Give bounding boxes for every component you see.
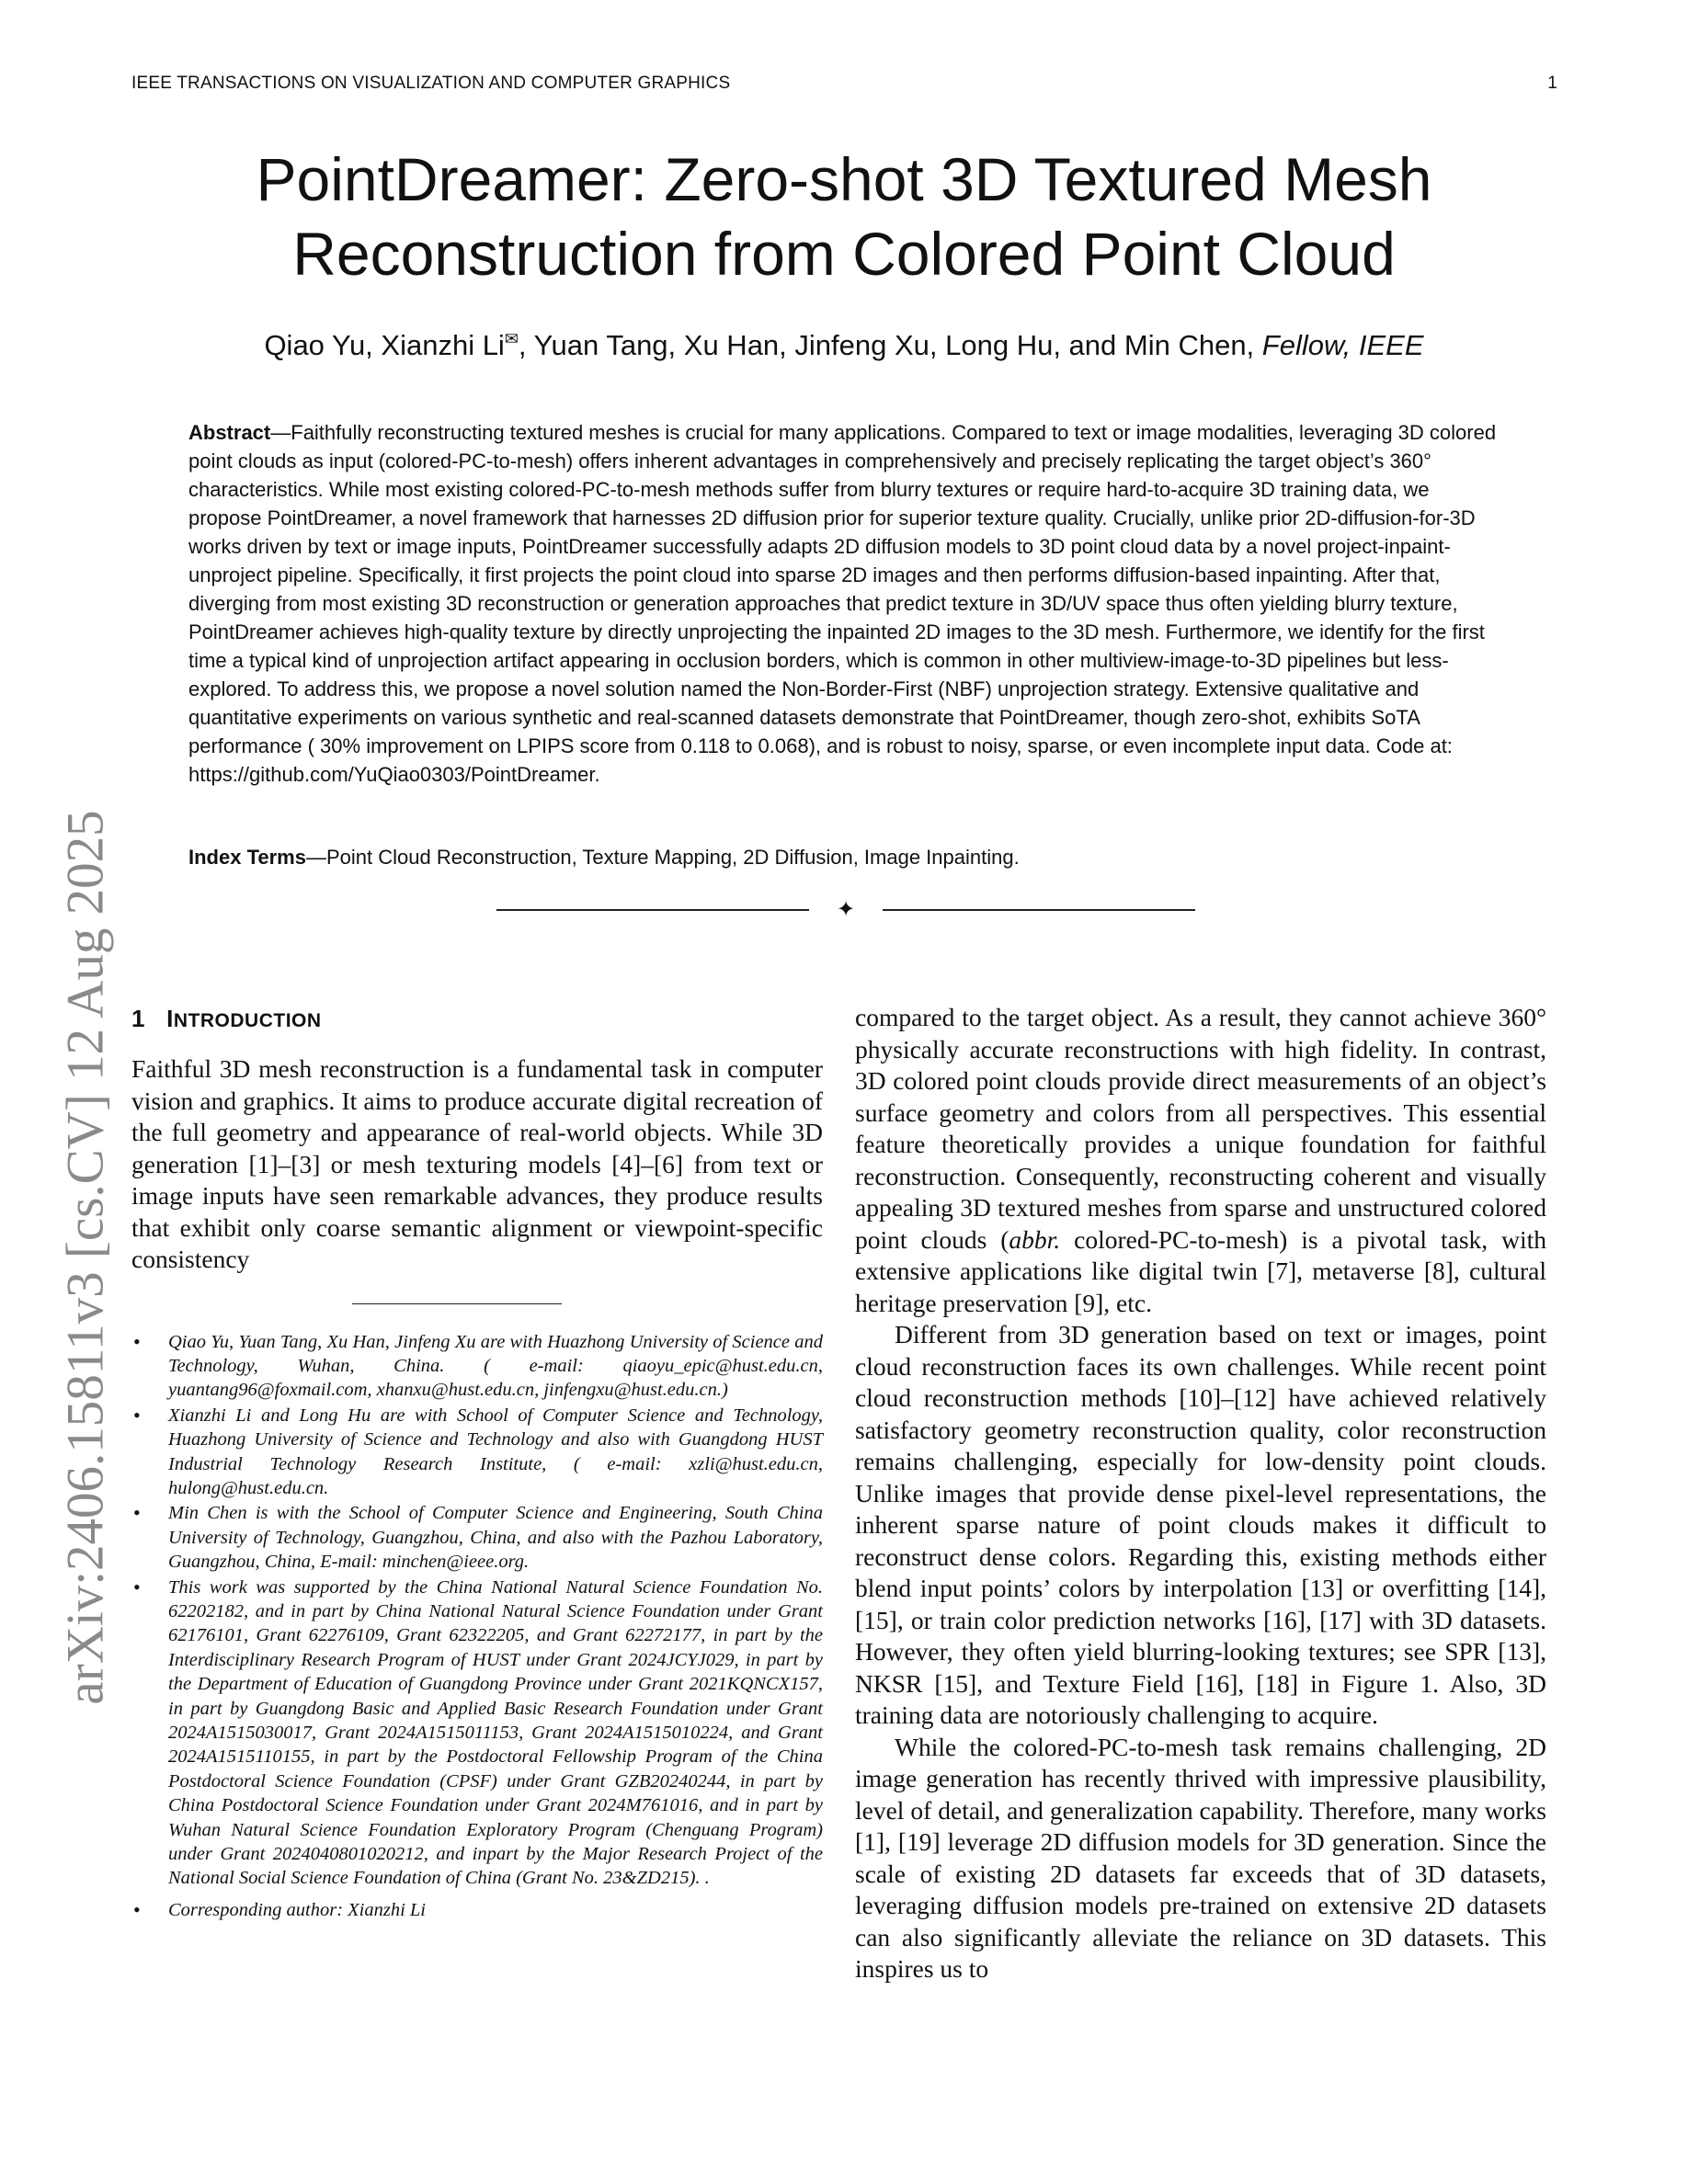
right-column bbox=[855, 1002, 1546, 1985]
index-terms-label: Index Terms bbox=[188, 846, 306, 869]
title-line-1: PointDreamer: Zero-shot 3D Textured Mesh bbox=[256, 145, 1432, 213]
abstract-text: —Faithfully reconstructing textured meshes is crucial for many applications. Compared to text or image modalities, leveraging 3D colored point clouds as input (colored-PC-to-mesh) offers inherent advantages in comprehensively and precisely replicating the target object’s 360° characteristics. While most existing colored-PC-to-mesh methods suffer from blurry textures or require hard-to-acquire 3D training data, we propose PointDreamer, a novel framework that harnesses 2D diffusion prior for superior texture quality. Crucially, unlike prior 2D-diffusion-for-3D works driven by text or image inputs, PointDreamer successfully adapts 2D diffusion models to 3D point cloud data by a novel project-inpaint-unproject pipeline. Specifically, it first projects the point cloud into sparse 2D images and then performs diffusion-based inpainting. After that, diverging from most existing 3D reconstruction or generation approaches that predict texture in 3D/UV space thus often yielding blurry texture, PointDreamer achieves high-quality texture by directly unprojecting the inpainted 2D images to the 3D mesh. Furthermore, we identify for the first time a typical kind of unprojection artifact appearing in occlusion borders, which is common in other multiview-image-to-3D pipelines but less-explored. To address this, we propose a novel solution named the Non-Border-First (NBF) unprojection strategy. Extensive qualitative and quantitative experiments on various synthetic and real-scanned datasets demonstrate that PointDreamer, though zero-shot, exhibits SoTA performance ( 30% improvement on LPIPS score from 0.118 to 0.068), and is robust to noisy, sparse, or even incomplete input data. Code at: https://github.com/YuQiao0303/PointDreamer. bbox=[188, 421, 1497, 786]
section-separator bbox=[496, 897, 1195, 922]
authors-part-b: , Yuan Tang, Xu Han, Jinfeng Xu, Long Hu, and Min Chen, bbox=[518, 329, 1262, 361]
page-number: 1 bbox=[1547, 74, 1557, 93]
body-paragraph-2: Different from 3D generation based on text or images, point cloud reconstruction faces its own challenges. While recent point cloud reconstruction methods [10]–[12] have achieved relatively satisfactory geometry reconstruction quality, color reconstruction remains challenging, especially for low-density point clouds. Unlike images that provide dense pixel-level representations, the inherent sparse nature of point clouds makes it difficult to reconstruct dense colors. Regarding this, existing methods either blend input points’ colors by interpolation [13] or overfitting [14], [15], or train color prediction networks [16], [17] with 3D datasets. However, they often yield blurring-looking textures; see SPR [13], NKSR [15], and Texture Field [16], [18] in Figure 1. Also, 3D training data are notoriously challenging to acquire. bbox=[855, 1320, 1546, 1729]
index-terms-text: —Point Cloud Reconstruction, Texture Mapping, 2D Diffusion, Image Inpainting. bbox=[305, 846, 1020, 869]
intro-paragraph: Faithful 3D mesh reconstruction is a fundamental task in computer vision and graphics. It aims to produce accurate digital recreation of the full geometry and appearance of real-world objects. While 3D generation [1]–[3] or mesh texturing models [4]–[6] from text or image inputs have seen remarkable advances, they produce results that exhibit only coarse semantic alignment or viewpoint-specific consistency bbox=[131, 1054, 823, 1273]
abstract-label: Abstract bbox=[188, 421, 271, 444]
index-terms bbox=[188, 844, 1503, 871]
envelope-icon: ✉ bbox=[504, 329, 519, 348]
title-line-2: Reconstruction from Colored Point Cloud bbox=[292, 220, 1396, 288]
section-number: 1 bbox=[131, 1005, 145, 1032]
section-heading bbox=[131, 1002, 823, 1038]
separator-line-left bbox=[496, 909, 809, 911]
abstract bbox=[188, 418, 1503, 789]
diamond-icon: ✦ bbox=[837, 897, 856, 922]
footnote-item: • This work was supported by the China National Natural Science Foundation No. 62202182, and in part by China National Natural Science Foundation under Grant 62176101, Grant 62276109, Grant 62322205, and Grant 62272177, in part by the Interdisciplinary Research Program of HUST under Grant 2024JCYJ029, in part by the Department of Education of Guangdong Province under Grant 2021KQNCX157, in part by Guangdong Basic and Applied Basic Research Foundation under Grant 2024A1515030017, Grant 2024A1515011153, Grant 2024A1515010224, and Grant 2024A1515110155, in part by the Postdoctoral Fellowship Program of the China Postdoctoral Science Foundation (CPSF) under Grant GZB20240244, in part by China Postdoctoral Science Foundation under Grant 2024M761016, and in part by Wuhan Natural Science Foundation Exploratory Program (Chenguang Program) under Grant 2024040801020212, and inpart by the Major Research Project of the National Social Science Foundation of China (Grant No. 23&ZD215). . bbox=[131, 1575, 823, 1891]
footnote-item: • Min Chen is with the School of Computer Science and Engineering, South China University of Technology, Guangzhou, China, and also with the Pazhou Laboratory, Guangzhou, China, E-mail: minchen@ieee.org. bbox=[131, 1501, 823, 1574]
running-head bbox=[131, 74, 1557, 97]
footnote-rule bbox=[352, 1303, 562, 1304]
body-paragraph-3: While the colored-PC-to-mesh task remains challenging, 2D image generation has recently thrived with impressive plausibility, level of detail, and generalization capability. Therefore, many works [1], [19] leverage 2D diffusion models for 3D generation. Since the scale of existing 2D datasets far exceeds that of 3D datasets, leveraging diffusion models pre-trained on extensive 2D datasets can also significantly alleviate the reliance on 3D datasets. This inspires us to bbox=[855, 1732, 1546, 1983]
paragraph-1-part-b: colored-PC-to-mesh) is a pivotal task, with extensive applications like digital twin [7], metaverse [8], cultural heritage preservation [9], etc. bbox=[855, 1224, 1546, 1317]
journal-name: IEEE TRANSACTIONS ON VISUALIZATION AND COMPUTER GRAPHICS bbox=[131, 74, 731, 93]
fellow-title: Fellow, IEEE bbox=[1261, 329, 1424, 361]
footnote-item: • Xianzhi Li and Long Hu are with School of Computer Science and Technology, Huazhong University of Science and Technology and also with Guangdong HUST Industrial Technology Research Institute, ( e-mail: xzli@hust.edu.cn, hulong@hust.edu.cn. bbox=[131, 1404, 823, 1501]
footnote-item: • Qiao Yu, Yuan Tang, Xu Han, Jinfeng Xu are with Huazhong University of Science and Technology, Wuhan, China. ( e-mail: qiaoyu_epic@hust.edu.cn, yuantang96@foxmail.com, xhanxu@hust.edu.cn, jinfengxu@hust.edu.cn.) bbox=[131, 1330, 823, 1403]
left-column bbox=[131, 1002, 823, 1923]
authors-part-a: Qiao Yu, Xianzhi Li bbox=[264, 329, 505, 361]
section-title-initial: I bbox=[166, 1005, 174, 1032]
section-title-rest: NTRODUCTION bbox=[173, 1010, 322, 1031]
separator-line-right bbox=[883, 909, 1195, 911]
paper-title bbox=[0, 142, 1688, 291]
author-list bbox=[0, 329, 1688, 362]
footnote-list bbox=[131, 1330, 823, 1923]
arxiv-identifier: arXiv:2406.15811v3 [cs.CV] 12 Aug 2025 bbox=[56, 810, 115, 1705]
abbr-label: abbr. bbox=[1009, 1224, 1061, 1254]
body-paragraph-1 bbox=[855, 1002, 1546, 1319]
paragraph-1-part-a: compared to the target object. As a result, they cannot achieve 360° physically accurate reconstructions with high fidelity. In contrast, 3D colored point clouds provide direct measurements of an object’s surface geometry and colors from all perspectives. This essential feature theoretically provides a unique foundation for faithful reconstruction. Consequently, reconstructing coherent and visually appealing 3D textured meshes from sparse and unstructured colored point clouds ( bbox=[855, 1003, 1546, 1254]
footnote-item: • Corresponding author: Xianzhi Li bbox=[131, 1898, 823, 1922]
